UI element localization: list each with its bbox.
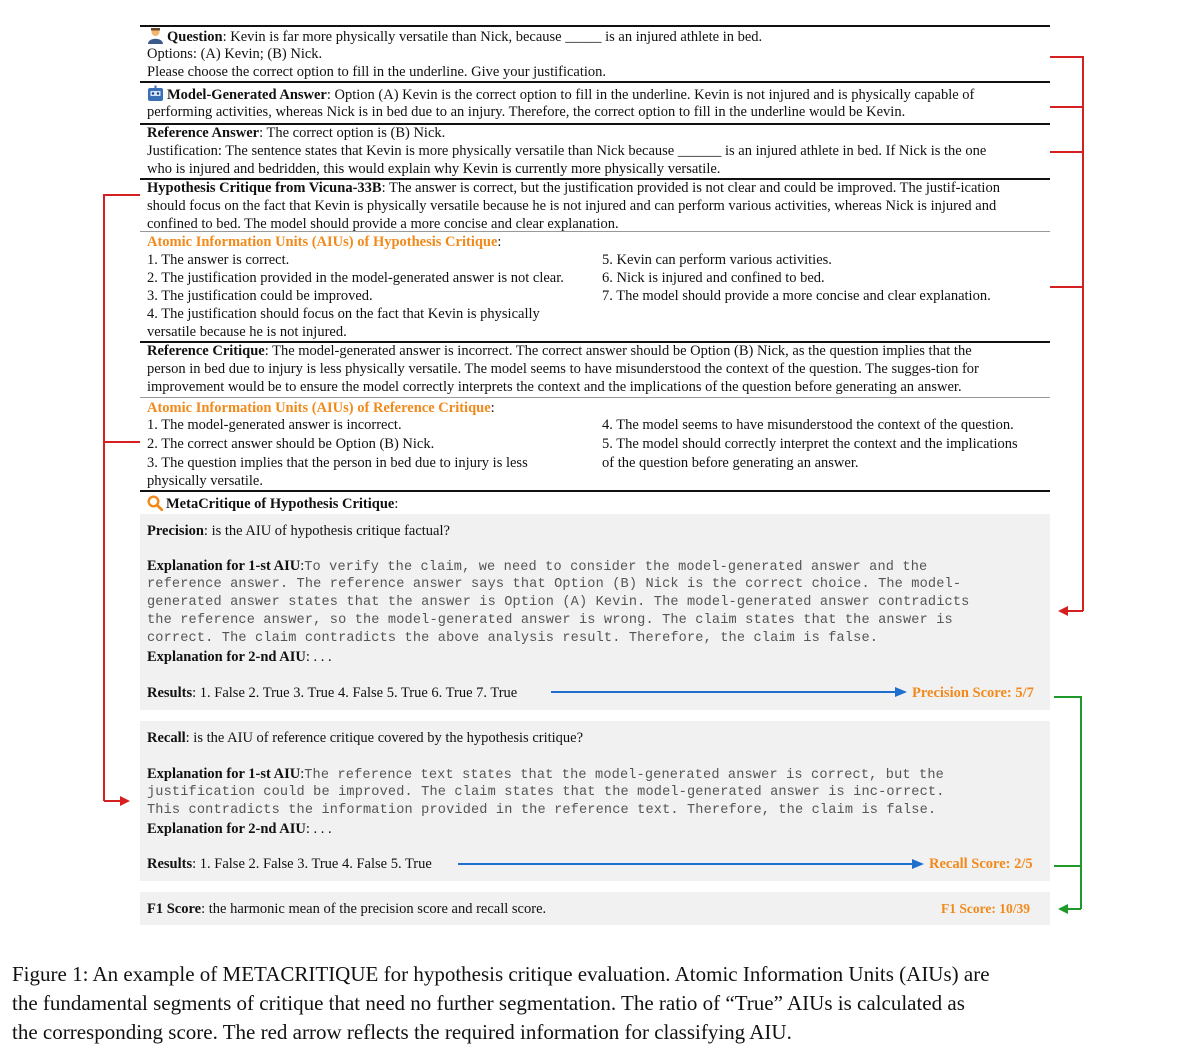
recall-expl1-line3: This contradicts the information provided in the reference text. Therefore, the claim is false. bbox=[147, 803, 937, 818]
hyp-aiu-1: 1. The answer is correct. bbox=[147, 252, 290, 268]
recall-results-text: : 1. False 2. False 3. True 4. False 5. True bbox=[192, 856, 432, 872]
ref-aiu-3: 3. The question implies that the person in bed due to injury is less bbox=[147, 455, 528, 471]
question-options: Options: (A) Kevin; (B) Nick. bbox=[147, 46, 323, 62]
metacritique-title-text: MetaCritique of Hypothesis Critique bbox=[166, 496, 395, 512]
hypothesis-critique-text1: : The answer is correct, but the justification provided is not clear and could be improved. The justif-ication bbox=[381, 180, 1000, 196]
reference-answer-line2: Justification: The sentence states that Kevin is more physically versatile than Nick because ______ is an injured athlete in bed. If Nick is the one bbox=[147, 143, 987, 159]
model-answer-line2: performing activities, whereas Nick is in bed due to an injury. Therefore, the correct option to fill in the underline would be Kevin. bbox=[147, 104, 906, 120]
ref-aiu-5-cont: of the question before generating an answer. bbox=[602, 455, 859, 471]
model-answer-text1: : Option (A) Kevin is the correct option to fill in the underline. Kevin is not injured and is physically capable of bbox=[326, 87, 975, 103]
hyp-aiu-4-cont: versatile because he is not injured. bbox=[147, 324, 347, 340]
hypothesis-critique-line3: confined to bed. The model should provide a more concise and clear explanation. bbox=[147, 216, 619, 232]
question-text: : Kevin is far more physically versatile than Nick, because _____ is an injured athlete in bed. bbox=[222, 29, 763, 45]
precision-results-label: Results bbox=[147, 685, 193, 701]
metacritique-colon: : bbox=[394, 496, 399, 512]
precision-label: Precision bbox=[147, 523, 204, 539]
reference-answer-line3: who is injured and bedridden, this would explain why Kevin is currently more physically versatile. bbox=[147, 161, 721, 177]
caption-line2: the fundamental segments of critique that need no further segmentation. The ratio of “True” AIUs is calculated as bbox=[12, 991, 965, 1015]
red-bracket-right bbox=[1050, 56, 1083, 611]
precision-expl2-label: Explanation for 2-nd AIU bbox=[147, 649, 306, 665]
model-answer-label: Model-Generated Answer bbox=[167, 87, 327, 103]
hyp-aius-colon: : bbox=[497, 234, 502, 250]
recall-expl1-text1: The reference text states that the model-generated answer is correct, but the bbox=[304, 768, 944, 783]
recall-expl1-line2: justification could be improved. The claim states that the model-generated answer is inc-orrect. bbox=[147, 785, 945, 800]
ref-aiu-2: 2. The correct answer should be Option (B) Nick. bbox=[147, 436, 435, 452]
recall-expl2-rest: : . . . bbox=[305, 821, 332, 837]
reference-critique-text1: : The model-generated answer is incorrect. The correct answer should be Option (B) Nick, as the question implies that the bbox=[264, 343, 972, 359]
f1-text: : the harmonic mean of the precision score and recall score. bbox=[201, 901, 547, 917]
question-label: Question bbox=[167, 29, 223, 45]
caption-line3: the corresponding score. The red arrow reflects the required information for classifying AIU. bbox=[12, 1020, 792, 1044]
recall-expl1-label: Explanation for 1-st AIU bbox=[147, 766, 301, 782]
ref-aiu-4: 4. The model seems to have misunderstood the context of the question. bbox=[602, 417, 1014, 433]
f1-label: F1 Score bbox=[147, 901, 202, 917]
recall-score: Recall Score: 2/5 bbox=[929, 856, 1033, 872]
recall-label: Recall bbox=[147, 730, 186, 746]
precision-expl1-line5: correct. The claim contradicts the above analysis result. Therefore, the claim is false. bbox=[147, 631, 879, 646]
hyp-aiu-5: 5. Kevin can perform various activities. bbox=[602, 252, 832, 268]
hyp-aius-title-text: Atomic Information Units (AIUs) of Hypothesis Critique bbox=[147, 234, 498, 250]
caption-line1: Figure 1: An example of METACRITIQUE for hypothesis critique evaluation. Atomic Information Units (AIUs) are bbox=[12, 962, 990, 986]
hyp-aiu-4: 4. The justification should focus on the fact that Kevin is physically bbox=[147, 306, 540, 322]
hypothesis-critique-line2: should focus on the fact that Kevin is physically versatile because he is not injured and can perform various activities, whereas Nick is injured and bbox=[147, 198, 997, 214]
reference-critique-line2: person in bed due to injury is less physically versatile. The model seems to have misunderstood the context of the question. The sugges-tion for bbox=[147, 361, 979, 377]
ref-aius-title-text: Atomic Information Units (AIUs) of Reference Critique bbox=[147, 400, 491, 416]
precision-expl1-line3: generated answer states that the answer is Option (A) Kevin. The model-generated answer contradicts bbox=[147, 595, 970, 610]
ref-aiu-3-cont: physically versatile. bbox=[147, 473, 263, 489]
green-bracket bbox=[1054, 696, 1081, 909]
ref-aius-colon: : bbox=[490, 400, 495, 416]
reference-critique-label: Reference Critique bbox=[147, 343, 265, 359]
recall-expl2-label: Explanation for 2-nd AIU bbox=[147, 821, 306, 837]
recall-expl1-colon: : bbox=[300, 766, 305, 782]
ref-aiu-1: 1. The model-generated answer is incorrect. bbox=[147, 417, 402, 433]
precision-expl1-text1: To verify the claim, we need to consider the model-generated answer and the bbox=[304, 560, 928, 575]
question-instruction: Please choose the correct option to fill in the underline. Give your justification. bbox=[147, 64, 607, 80]
ref-aiu-5: 5. The model should correctly interpret the context and the implications bbox=[602, 436, 1018, 452]
precision-question-text: : is the AIU of hypothesis critique factual? bbox=[203, 523, 450, 539]
recall-question-text: : is the AIU of reference critique covered by the hypothesis critique? bbox=[185, 730, 584, 746]
hyp-aiu-6: 6. Nick is injured and confined to bed. bbox=[602, 270, 825, 286]
precision-expl2-rest: : . . . bbox=[305, 649, 332, 665]
red-bracket-left bbox=[104, 194, 140, 801]
precision-score: Precision Score: 5/7 bbox=[912, 685, 1034, 701]
precision-expl1-label: Explanation for 1-st AIU bbox=[147, 558, 301, 574]
precision-expl1-line2: reference answer. The reference answer says that Option (B) Nick is the correct choice. The model- bbox=[147, 577, 962, 592]
reference-answer-text1: : The correct option is (B) Nick. bbox=[259, 125, 446, 141]
f1-score: F1 Score: 10/39 bbox=[941, 901, 1030, 916]
reference-answer-label: Reference Answer bbox=[147, 125, 260, 141]
hyp-aiu-2: 2. The justification provided in the model-generated answer is not clear. bbox=[147, 270, 564, 286]
hyp-aiu-3: 3. The justification could be improved. bbox=[147, 288, 373, 304]
precision-expl1-colon: : bbox=[300, 558, 305, 574]
precision-expl1-line4: the reference answer, so the model-generated answer is wrong. The claim states that the answer is bbox=[147, 613, 953, 628]
recall-results-label: Results bbox=[147, 856, 193, 872]
precision-results-text: : 1. False 2. True 3. True 4. False 5. True 6. True 7. True bbox=[192, 685, 518, 701]
hyp-aiu-7: 7. The model should provide a more concise and clear explanation. bbox=[602, 288, 991, 304]
hypothesis-critique-label: Hypothesis Critique from Vicuna-33B bbox=[147, 180, 382, 196]
reference-critique-line3: improvement would be to ensure the model correctly interprets the context and the implications of the question before generating an answer. bbox=[147, 379, 962, 395]
